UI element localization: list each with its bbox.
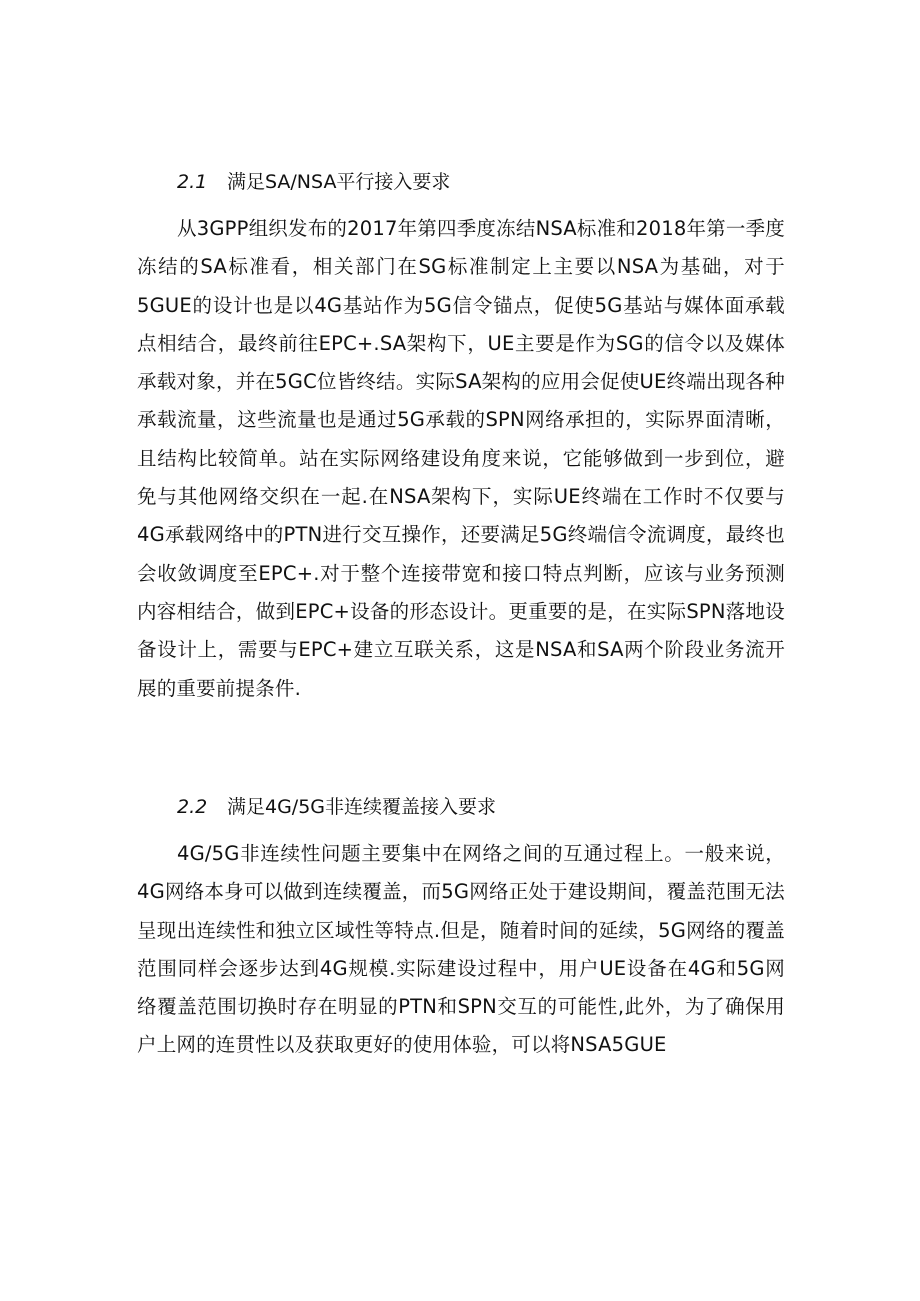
section-paragraph-2-1: 从3GPP组织发布的2017年第四季度冻结NSA标准和2018年第一季度冻结的SA标准看，相关部门在SG标准制定上主要以NSA为基础，对于5GUE的设计也是以4G基站作为5G信令锚点，促使5G基站与媒体面承载点相结合，最终前往EPC+.SA架构下，UE主要是作为SG的信令以及媒体承载对象，并在5GC位皆终结。实际SA架构的应用会促使UE终端出现各种承载流量，这些流量也是通过5G承载的SPN网络承担的，实际界面清晰，且结构比较简单。站在实际网络建设角度来说，它能够做到一步到位，避免与其他网络交织在一起.在NSA架构下，实际UE终端在工作时不仅要与4G承载网络中的PTN进行交互操作，还要满足5G终端信令流调度，最终也会收敛调度至EPC+.对于整个连接带宽和接口特点判断，应该与业务预测内容相结合，做到EPC+设备的形态设计。更重要的是，在实际SPN落地设备设计上，需要与EPC+建立互联关系，这是NSA和SA两个阶段业务流开展的重要前提条件. [137,217,785,700]
section-heading-2-1 [177,170,450,194]
section-number: 2.2 [177,796,208,818]
section-paragraph-2-2: 4G/5G非连续性问题主要集中在网络之间的互通过程上。一般来说，4G网络本身可以做到连续覆盖，而5G网络正处于建设期间，覆盖范围无法呈现出连续性和独立区域性等特点.但是，随着时间的延续，5G网络的覆盖范围同样会逐步达到4G规模.实际建设过程中，用户UE设备在4G和5G网络覆盖范围切换时存在明显的PTN和SPN交互的可能性,此外，为了确保用户上网的连贯性以及获取更好的使用体验，可以将NSA5GUE [137,842,785,1057]
section-number: 2.1 [177,171,208,193]
section-heading-2-2 [177,795,496,819]
section-title: 满足4G/5G非连续覆盖接入要求 [227,796,497,818]
section-title: 满足SA/NSA平行接入要求 [227,171,451,193]
